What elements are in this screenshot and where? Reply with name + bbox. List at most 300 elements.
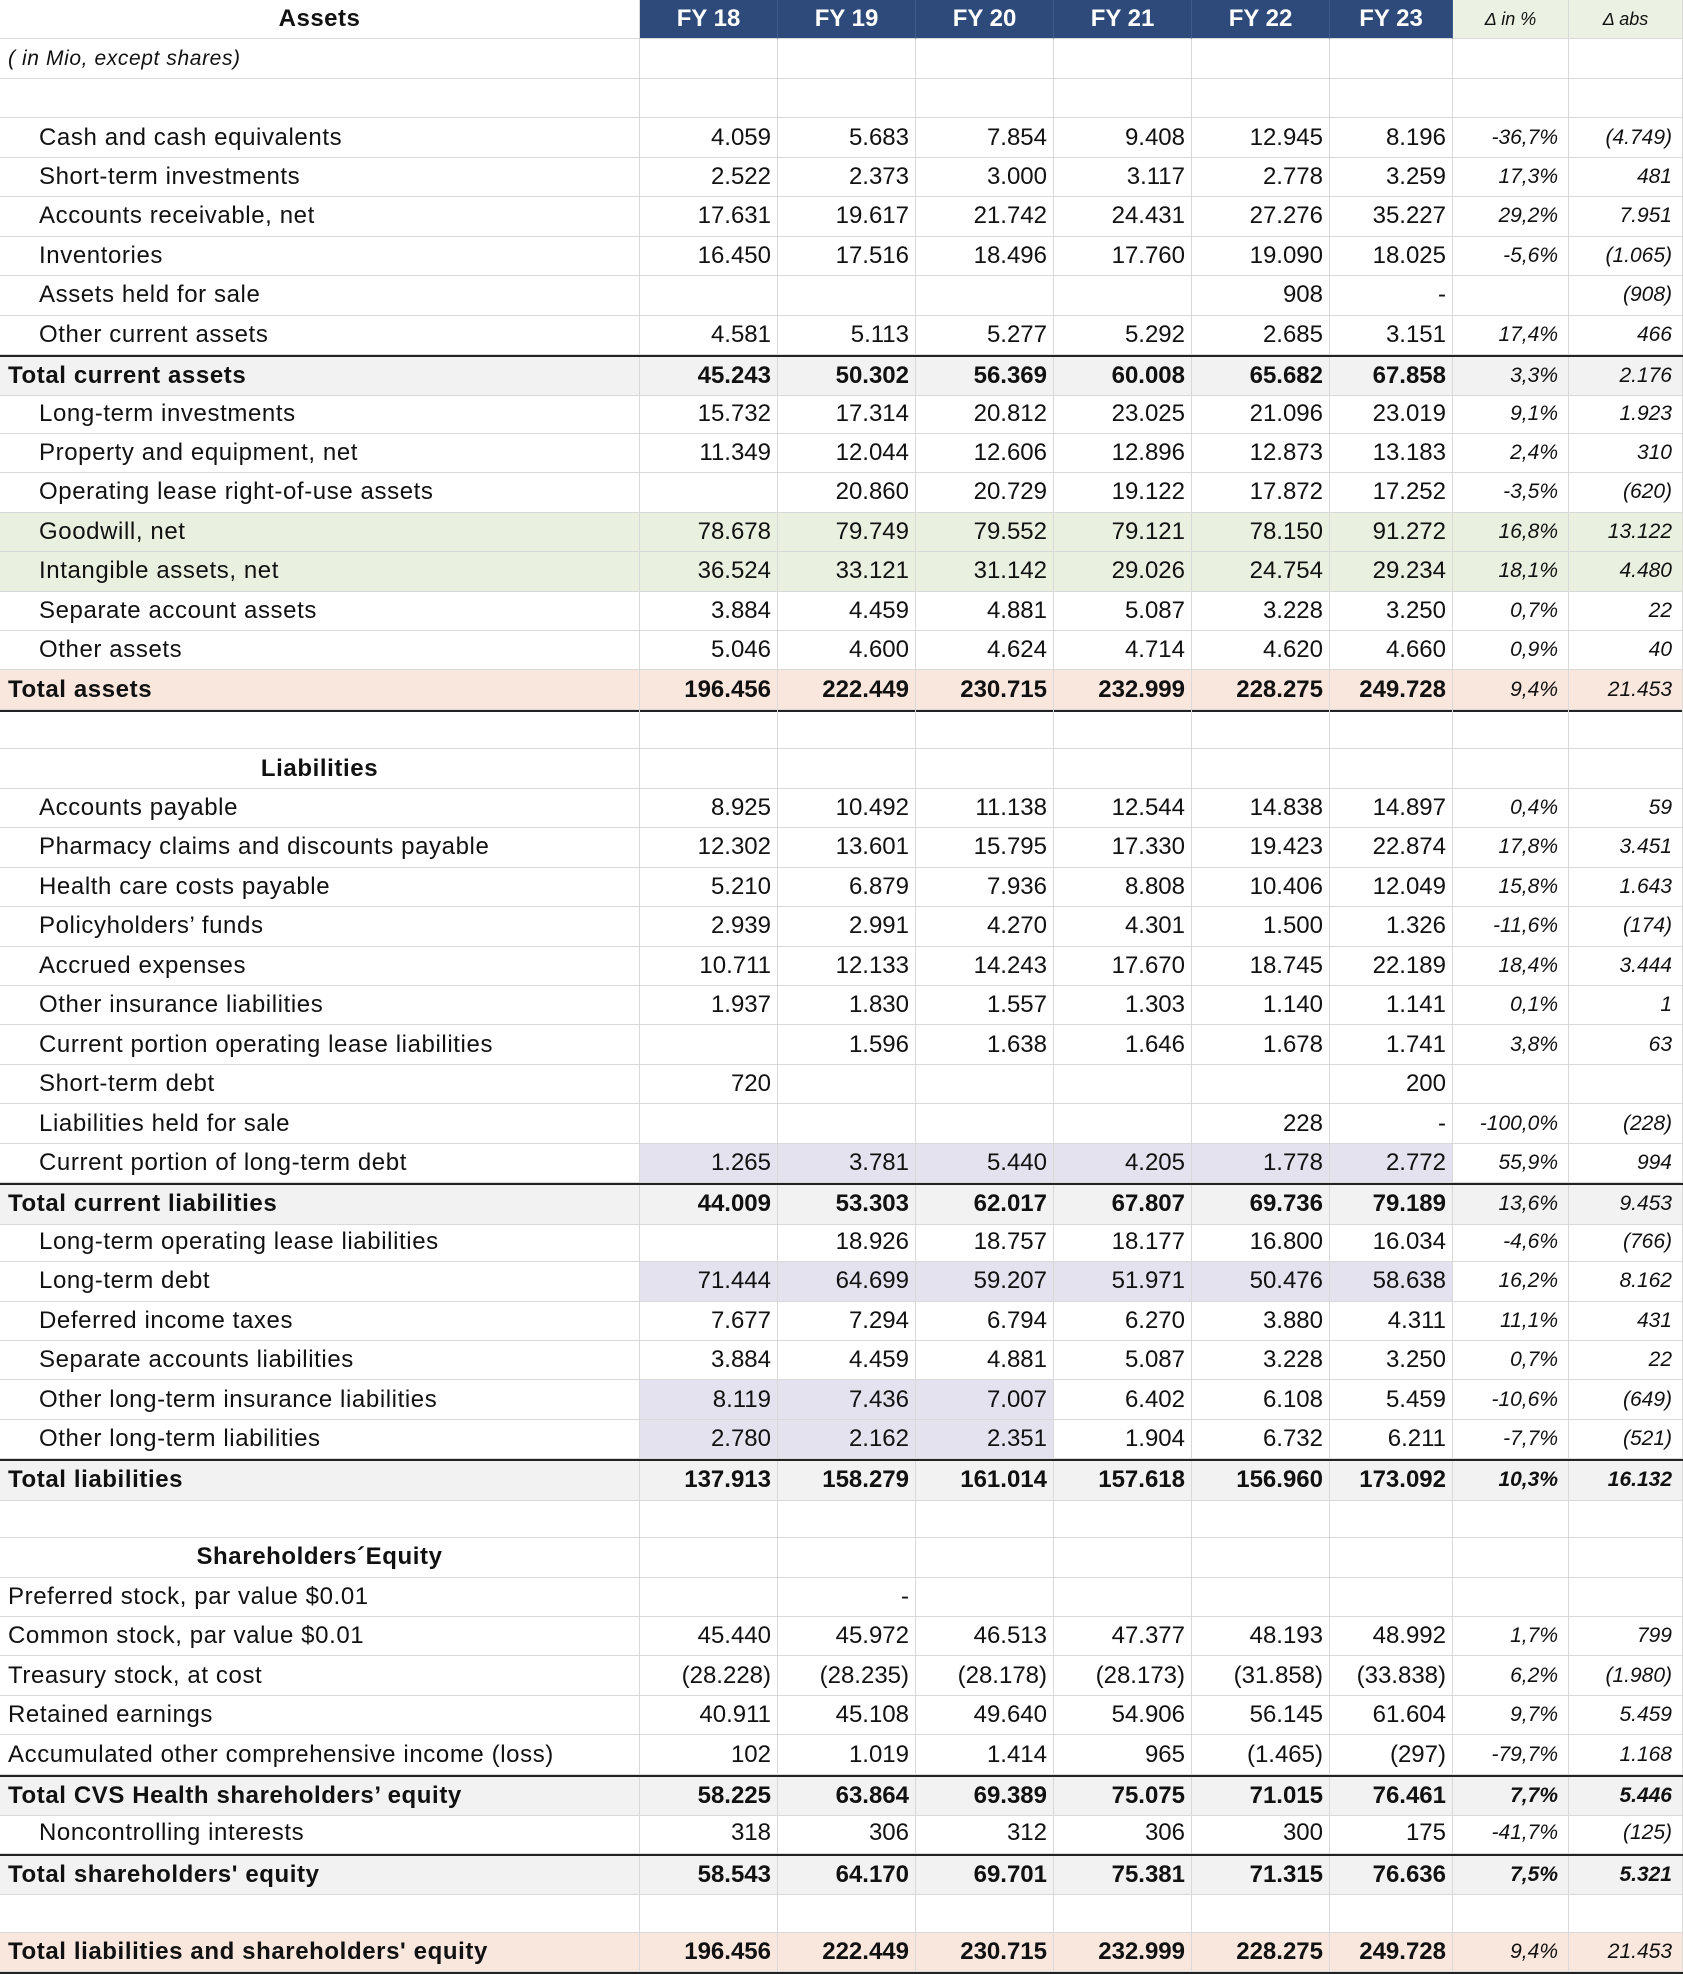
delta-pct-cell[interactable]: -5,6%: [1453, 237, 1569, 276]
value-cell-fy18[interactable]: [640, 1538, 778, 1577]
value-cell-fy18[interactable]: 45.243: [640, 357, 778, 396]
value-cell-fy18[interactable]: 16.450: [640, 237, 778, 276]
delta-abs-cell[interactable]: 466: [1569, 316, 1683, 355]
value-cell-fy22[interactable]: 50.476: [1192, 1262, 1330, 1301]
value-cell-fy20[interactable]: 69.701: [916, 1856, 1054, 1895]
delta-abs-cell[interactable]: 22: [1569, 592, 1683, 631]
value-cell-fy22[interactable]: 1.140: [1192, 986, 1330, 1025]
value-cell-fy21[interactable]: 79.121: [1054, 513, 1192, 552]
header-year-fy23[interactable]: FY 23: [1330, 0, 1453, 39]
value-cell-fy23[interactable]: (33.838): [1330, 1656, 1453, 1695]
value-cell-fy21[interactable]: [1054, 749, 1192, 788]
value-cell-fy19[interactable]: [778, 1538, 916, 1577]
value-cell-fy18[interactable]: 15.732: [640, 394, 778, 433]
row-label[interactable]: Long-term investments: [0, 394, 640, 433]
delta-pct-cell[interactable]: [1453, 1893, 1569, 1932]
value-cell-fy22[interactable]: 71.315: [1192, 1856, 1330, 1895]
value-cell-fy22[interactable]: 3.880: [1192, 1302, 1330, 1341]
row-label[interactable]: Property and equipment, net: [0, 434, 640, 473]
value-cell-fy21[interactable]: 29.026: [1054, 552, 1192, 591]
delta-pct-cell[interactable]: 17,3%: [1453, 158, 1569, 197]
delta-abs-cell[interactable]: 3.451: [1569, 828, 1683, 867]
header-year-fy18[interactable]: FY 18: [640, 0, 778, 39]
value-cell-fy21[interactable]: 17.330: [1054, 828, 1192, 867]
value-cell-fy22[interactable]: 1.678: [1192, 1025, 1330, 1064]
value-cell-fy19[interactable]: 12.133: [778, 947, 916, 986]
delta-abs-cell[interactable]: 7.951: [1569, 197, 1683, 236]
value-cell-fy20[interactable]: 4.881: [916, 592, 1054, 631]
value-cell-fy23[interactable]: 13.183: [1330, 434, 1453, 473]
value-cell-fy20[interactable]: 5.440: [916, 1144, 1054, 1183]
value-cell-fy20[interactable]: 31.142: [916, 552, 1054, 591]
delta-pct-cell[interactable]: 16,2%: [1453, 1262, 1569, 1301]
value-cell-fy21[interactable]: [1054, 1893, 1192, 1932]
row-label[interactable]: [0, 710, 640, 749]
value-cell-fy22[interactable]: [1192, 39, 1330, 78]
value-cell-fy22[interactable]: 1.778: [1192, 1144, 1330, 1183]
delta-abs-cell[interactable]: [1569, 1578, 1683, 1617]
value-cell-fy21[interactable]: 8.808: [1054, 868, 1192, 907]
delta-abs-cell[interactable]: 994: [1569, 1144, 1683, 1183]
delta-pct-cell[interactable]: [1453, 1065, 1569, 1104]
delta-pct-cell[interactable]: [1453, 749, 1569, 788]
delta-abs-cell[interactable]: 63: [1569, 1025, 1683, 1064]
delta-pct-cell[interactable]: [1453, 79, 1569, 118]
value-cell-fy18[interactable]: [640, 1104, 778, 1143]
delta-pct-cell[interactable]: 9,1%: [1453, 394, 1569, 433]
value-cell-fy23[interactable]: 14.897: [1330, 789, 1453, 828]
value-cell-fy21[interactable]: 232.999: [1054, 1933, 1192, 1972]
value-cell-fy20[interactable]: [916, 749, 1054, 788]
value-cell-fy23[interactable]: [1330, 1893, 1453, 1932]
delta-abs-cell[interactable]: 40: [1569, 631, 1683, 670]
row-label[interactable]: Current portion operating lease liabilities: [0, 1025, 640, 1064]
value-cell-fy20[interactable]: 3.000: [916, 158, 1054, 197]
value-cell-fy22[interactable]: 12.945: [1192, 118, 1330, 157]
value-cell-fy22[interactable]: 2.778: [1192, 158, 1330, 197]
value-cell-fy19[interactable]: 306: [778, 1814, 916, 1853]
value-cell-fy20[interactable]: 2.351: [916, 1420, 1054, 1459]
row-label[interactable]: Accrued expenses: [0, 947, 640, 986]
header-year-fy21[interactable]: FY 21: [1054, 0, 1192, 39]
header-delta-pct[interactable]: Δ in %: [1453, 0, 1569, 39]
value-cell-fy23[interactable]: 175: [1330, 1814, 1453, 1853]
value-cell-fy19[interactable]: 64.699: [778, 1262, 916, 1301]
value-cell-fy21[interactable]: 5.087: [1054, 592, 1192, 631]
value-cell-fy20[interactable]: 20.812: [916, 394, 1054, 433]
value-cell-fy21[interactable]: [1054, 1538, 1192, 1577]
row-label[interactable]: Liabilities: [0, 749, 640, 788]
value-cell-fy22[interactable]: 3.228: [1192, 1341, 1330, 1380]
delta-pct-cell[interactable]: 3,3%: [1453, 357, 1569, 396]
value-cell-fy19[interactable]: 2.991: [778, 907, 916, 946]
value-cell-fy18[interactable]: 196.456: [640, 670, 778, 709]
value-cell-fy18[interactable]: 10.711: [640, 947, 778, 986]
delta-abs-cell[interactable]: 59: [1569, 789, 1683, 828]
value-cell-fy19[interactable]: 2.162: [778, 1420, 916, 1459]
row-label[interactable]: Assets held for sale: [0, 276, 640, 315]
value-cell-fy19[interactable]: 222.449: [778, 1933, 916, 1972]
value-cell-fy22[interactable]: 908: [1192, 276, 1330, 315]
value-cell-fy18[interactable]: 7.677: [640, 1302, 778, 1341]
value-cell-fy20[interactable]: 20.729: [916, 473, 1054, 512]
value-cell-fy22[interactable]: 69.736: [1192, 1185, 1330, 1224]
value-cell-fy18[interactable]: 40.911: [640, 1696, 778, 1735]
value-cell-fy22[interactable]: 14.838: [1192, 789, 1330, 828]
value-cell-fy19[interactable]: [778, 1104, 916, 1143]
value-cell-fy20[interactable]: 312: [916, 1814, 1054, 1853]
value-cell-fy23[interactable]: 3.250: [1330, 592, 1453, 631]
value-cell-fy20[interactable]: 7.936: [916, 868, 1054, 907]
delta-pct-cell[interactable]: 18,4%: [1453, 947, 1569, 986]
value-cell-fy20[interactable]: [916, 1538, 1054, 1577]
value-cell-fy23[interactable]: 3.259: [1330, 158, 1453, 197]
value-cell-fy20[interactable]: 12.606: [916, 434, 1054, 473]
delta-pct-cell[interactable]: 16,8%: [1453, 513, 1569, 552]
value-cell-fy19[interactable]: 53.303: [778, 1185, 916, 1224]
row-label[interactable]: Total current liabilities: [0, 1185, 640, 1224]
value-cell-fy23[interactable]: 17.252: [1330, 473, 1453, 512]
delta-pct-cell[interactable]: -79,7%: [1453, 1735, 1569, 1774]
delta-pct-cell[interactable]: 9,4%: [1453, 670, 1569, 709]
value-cell-fy21[interactable]: 17.760: [1054, 237, 1192, 276]
value-cell-fy23[interactable]: 2.772: [1330, 1144, 1453, 1183]
value-cell-fy18[interactable]: 78.678: [640, 513, 778, 552]
delta-pct-cell[interactable]: 10,3%: [1453, 1461, 1569, 1500]
row-label[interactable]: Other assets: [0, 631, 640, 670]
value-cell-fy22[interactable]: [1192, 1499, 1330, 1538]
delta-abs-cell[interactable]: [1569, 1538, 1683, 1577]
row-label[interactable]: [0, 1893, 640, 1932]
delta-abs-cell[interactable]: (4.749): [1569, 118, 1683, 157]
delta-pct-cell[interactable]: 6,2%: [1453, 1656, 1569, 1695]
value-cell-fy21[interactable]: [1054, 1104, 1192, 1143]
value-cell-fy19[interactable]: 1.596: [778, 1025, 916, 1064]
value-cell-fy18[interactable]: 102: [640, 1735, 778, 1774]
value-cell-fy23[interactable]: 29.234: [1330, 552, 1453, 591]
value-cell-fy19[interactable]: 45.972: [778, 1617, 916, 1656]
delta-abs-cell[interactable]: 21.453: [1569, 670, 1683, 709]
delta-abs-cell[interactable]: 9.453: [1569, 1185, 1683, 1224]
value-cell-fy23[interactable]: 23.019: [1330, 394, 1453, 433]
delta-abs-cell[interactable]: 431: [1569, 1302, 1683, 1341]
value-cell-fy21[interactable]: 75.381: [1054, 1856, 1192, 1895]
row-label[interactable]: Retained earnings: [0, 1696, 640, 1735]
value-cell-fy21[interactable]: 4.714: [1054, 631, 1192, 670]
value-cell-fy18[interactable]: 2.522: [640, 158, 778, 197]
value-cell-fy21[interactable]: 4.205: [1054, 1144, 1192, 1183]
value-cell-fy22[interactable]: 17.872: [1192, 473, 1330, 512]
value-cell-fy23[interactable]: 76.461: [1330, 1777, 1453, 1816]
value-cell-fy18[interactable]: 58.543: [640, 1856, 778, 1895]
value-cell-fy20[interactable]: 4.881: [916, 1341, 1054, 1380]
value-cell-fy20[interactable]: 14.243: [916, 947, 1054, 986]
value-cell-fy19[interactable]: [778, 39, 916, 78]
delta-abs-cell[interactable]: 16.132: [1569, 1461, 1683, 1500]
row-label[interactable]: Operating lease right-of-use assets: [0, 473, 640, 512]
value-cell-fy22[interactable]: [1192, 1893, 1330, 1932]
value-cell-fy22[interactable]: 21.096: [1192, 394, 1330, 433]
value-cell-fy21[interactable]: 4.301: [1054, 907, 1192, 946]
value-cell-fy20[interactable]: [916, 1104, 1054, 1143]
value-cell-fy19[interactable]: 5.683: [778, 118, 916, 157]
row-label[interactable]: Short-term debt: [0, 1065, 640, 1104]
value-cell-fy23[interactable]: 18.025: [1330, 237, 1453, 276]
value-cell-fy22[interactable]: 56.145: [1192, 1696, 1330, 1735]
value-cell-fy18[interactable]: 11.349: [640, 434, 778, 473]
value-cell-fy22[interactable]: 16.800: [1192, 1223, 1330, 1262]
value-cell-fy18[interactable]: 137.913: [640, 1461, 778, 1500]
row-label[interactable]: Preferred stock, par value $0.01: [0, 1578, 640, 1617]
value-cell-fy18[interactable]: 12.302: [640, 828, 778, 867]
value-cell-fy18[interactable]: [640, 1499, 778, 1538]
value-cell-fy20[interactable]: 46.513: [916, 1617, 1054, 1656]
value-cell-fy23[interactable]: 12.049: [1330, 868, 1453, 907]
value-cell-fy18[interactable]: 36.524: [640, 552, 778, 591]
delta-pct-cell[interactable]: 9,4%: [1453, 1933, 1569, 1972]
value-cell-fy20[interactable]: 49.640: [916, 1696, 1054, 1735]
value-cell-fy20[interactable]: 21.742: [916, 197, 1054, 236]
row-label[interactable]: Long-term debt: [0, 1262, 640, 1301]
value-cell-fy22[interactable]: 12.873: [1192, 434, 1330, 473]
value-cell-fy19[interactable]: 79.749: [778, 513, 916, 552]
delta-pct-cell[interactable]: 1,7%: [1453, 1617, 1569, 1656]
value-cell-fy23[interactable]: 1.741: [1330, 1025, 1453, 1064]
value-cell-fy23[interactable]: 22.189: [1330, 947, 1453, 986]
value-cell-fy19[interactable]: 4.459: [778, 1341, 916, 1380]
value-cell-fy22[interactable]: 71.015: [1192, 1777, 1330, 1816]
value-cell-fy21[interactable]: 75.075: [1054, 1777, 1192, 1816]
value-cell-fy19[interactable]: 1.019: [778, 1735, 916, 1774]
value-cell-fy20[interactable]: [916, 1578, 1054, 1617]
delta-abs-cell[interactable]: (620): [1569, 473, 1683, 512]
value-cell-fy23[interactable]: 1.141: [1330, 986, 1453, 1025]
value-cell-fy23[interactable]: 6.211: [1330, 1420, 1453, 1459]
value-cell-fy19[interactable]: 1.830: [778, 986, 916, 1025]
value-cell-fy23[interactable]: [1330, 79, 1453, 118]
delta-pct-cell[interactable]: 7,7%: [1453, 1777, 1569, 1816]
row-label[interactable]: Other insurance liabilities: [0, 986, 640, 1025]
value-cell-fy18[interactable]: 17.631: [640, 197, 778, 236]
delta-abs-cell[interactable]: 5.321: [1569, 1856, 1683, 1895]
delta-pct-cell[interactable]: [1453, 710, 1569, 749]
delta-pct-cell[interactable]: 0,7%: [1453, 592, 1569, 631]
value-cell-fy23[interactable]: 3.151: [1330, 316, 1453, 355]
value-cell-fy18[interactable]: 8.925: [640, 789, 778, 828]
value-cell-fy21[interactable]: [1054, 1499, 1192, 1538]
value-cell-fy20[interactable]: [916, 79, 1054, 118]
delta-abs-cell[interactable]: (908): [1569, 276, 1683, 315]
value-cell-fy22[interactable]: 228: [1192, 1104, 1330, 1143]
value-cell-fy19[interactable]: 17.516: [778, 237, 916, 276]
value-cell-fy21[interactable]: 24.431: [1054, 197, 1192, 236]
value-cell-fy20[interactable]: 5.277: [916, 316, 1054, 355]
row-label[interactable]: Other current assets: [0, 316, 640, 355]
row-label[interactable]: Pharmacy claims and discounts payable: [0, 828, 640, 867]
value-cell-fy20[interactable]: 59.207: [916, 1262, 1054, 1301]
value-cell-fy22[interactable]: 300: [1192, 1814, 1330, 1853]
delta-abs-cell[interactable]: 5.459: [1569, 1696, 1683, 1735]
value-cell-fy23[interactable]: [1330, 1578, 1453, 1617]
row-label[interactable]: Cash and cash equivalents: [0, 118, 640, 157]
value-cell-fy23[interactable]: (297): [1330, 1735, 1453, 1774]
value-cell-fy18[interactable]: [640, 1223, 778, 1262]
value-cell-fy20[interactable]: 15.795: [916, 828, 1054, 867]
value-cell-fy20[interactable]: 4.270: [916, 907, 1054, 946]
value-cell-fy22[interactable]: [1192, 710, 1330, 749]
delta-pct-cell[interactable]: 17,8%: [1453, 828, 1569, 867]
value-cell-fy20[interactable]: 1.638: [916, 1025, 1054, 1064]
value-cell-fy18[interactable]: 71.444: [640, 1262, 778, 1301]
value-cell-fy21[interactable]: 6.402: [1054, 1380, 1192, 1419]
value-cell-fy20[interactable]: 18.496: [916, 237, 1054, 276]
value-cell-fy18[interactable]: 45.440: [640, 1617, 778, 1656]
value-cell-fy18[interactable]: 3.884: [640, 592, 778, 631]
value-cell-fy18[interactable]: [640, 39, 778, 78]
delta-abs-cell[interactable]: (649): [1569, 1380, 1683, 1419]
delta-abs-cell[interactable]: 5.446: [1569, 1777, 1683, 1816]
value-cell-fy19[interactable]: 158.279: [778, 1461, 916, 1500]
value-cell-fy22[interactable]: 228.275: [1192, 1933, 1330, 1972]
delta-pct-cell[interactable]: [1453, 39, 1569, 78]
value-cell-fy18[interactable]: [640, 1893, 778, 1932]
value-cell-fy20[interactable]: [916, 39, 1054, 78]
row-label[interactable]: Short-term investments: [0, 158, 640, 197]
delta-abs-cell[interactable]: 4.480: [1569, 552, 1683, 591]
value-cell-fy23[interactable]: -: [1330, 1104, 1453, 1143]
value-cell-fy19[interactable]: 7.436: [778, 1380, 916, 1419]
value-cell-fy21[interactable]: 18.177: [1054, 1223, 1192, 1262]
value-cell-fy23[interactable]: [1330, 749, 1453, 788]
value-cell-fy19[interactable]: -: [778, 1578, 916, 1617]
row-label[interactable]: Other long-term insurance liabilities: [0, 1380, 640, 1419]
value-cell-fy19[interactable]: 5.113: [778, 316, 916, 355]
value-cell-fy22[interactable]: (31.858): [1192, 1656, 1330, 1695]
value-cell-fy21[interactable]: [1054, 1578, 1192, 1617]
delta-pct-cell[interactable]: -4,6%: [1453, 1223, 1569, 1262]
value-cell-fy19[interactable]: [778, 1499, 916, 1538]
value-cell-fy20[interactable]: 230.715: [916, 670, 1054, 709]
delta-abs-cell[interactable]: 1.643: [1569, 868, 1683, 907]
value-cell-fy23[interactable]: 1.326: [1330, 907, 1453, 946]
value-cell-fy21[interactable]: 1.904: [1054, 1420, 1192, 1459]
delta-abs-cell[interactable]: (521): [1569, 1420, 1683, 1459]
value-cell-fy20[interactable]: 62.017: [916, 1185, 1054, 1224]
delta-abs-cell[interactable]: 310: [1569, 434, 1683, 473]
row-label[interactable]: Current portion of long-term debt: [0, 1144, 640, 1183]
value-cell-fy19[interactable]: [778, 276, 916, 315]
value-cell-fy19[interactable]: 33.121: [778, 552, 916, 591]
value-cell-fy18[interactable]: [640, 79, 778, 118]
value-cell-fy22[interactable]: [1192, 749, 1330, 788]
value-cell-fy23[interactable]: 249.728: [1330, 1933, 1453, 1972]
value-cell-fy20[interactable]: [916, 276, 1054, 315]
value-cell-fy22[interactable]: [1192, 1578, 1330, 1617]
header-year-fy19[interactable]: FY 19: [778, 0, 916, 39]
value-cell-fy22[interactable]: [1192, 1065, 1330, 1104]
value-cell-fy18[interactable]: 5.210: [640, 868, 778, 907]
row-label[interactable]: Accounts receivable, net: [0, 197, 640, 236]
value-cell-fy22[interactable]: 19.090: [1192, 237, 1330, 276]
value-cell-fy23[interactable]: 79.189: [1330, 1185, 1453, 1224]
delta-abs-cell[interactable]: 799: [1569, 1617, 1683, 1656]
delta-pct-cell[interactable]: 3,8%: [1453, 1025, 1569, 1064]
value-cell-fy18[interactable]: 1.937: [640, 986, 778, 1025]
value-cell-fy20[interactable]: [916, 1499, 1054, 1538]
row-label[interactable]: Total current assets: [0, 357, 640, 396]
delta-abs-cell[interactable]: 13.122: [1569, 513, 1683, 552]
value-cell-fy19[interactable]: 222.449: [778, 670, 916, 709]
value-cell-fy22[interactable]: 6.108: [1192, 1380, 1330, 1419]
value-cell-fy20[interactable]: [916, 710, 1054, 749]
value-cell-fy22[interactable]: 19.423: [1192, 828, 1330, 867]
delta-abs-cell[interactable]: 3.444: [1569, 947, 1683, 986]
value-cell-fy22[interactable]: 27.276: [1192, 197, 1330, 236]
value-cell-fy23[interactable]: 173.092: [1330, 1461, 1453, 1500]
value-cell-fy20[interactable]: 1.557: [916, 986, 1054, 1025]
value-cell-fy21[interactable]: 232.999: [1054, 670, 1192, 709]
delta-abs-cell[interactable]: 2.176: [1569, 357, 1683, 396]
row-label[interactable]: Total CVS Health shareholders’ equity: [0, 1777, 640, 1816]
value-cell-fy21[interactable]: 12.896: [1054, 434, 1192, 473]
value-cell-fy23[interactable]: [1330, 39, 1453, 78]
value-cell-fy19[interactable]: 3.781: [778, 1144, 916, 1183]
delta-pct-cell[interactable]: 2,4%: [1453, 434, 1569, 473]
value-cell-fy22[interactable]: [1192, 1538, 1330, 1577]
value-cell-fy19[interactable]: 20.860: [778, 473, 916, 512]
value-cell-fy19[interactable]: (28.235): [778, 1656, 916, 1695]
value-cell-fy20[interactable]: 1.414: [916, 1735, 1054, 1774]
value-cell-fy19[interactable]: [778, 710, 916, 749]
delta-pct-cell[interactable]: -36,7%: [1453, 118, 1569, 157]
delta-abs-cell[interactable]: [1569, 1065, 1683, 1104]
header-delta-abs[interactable]: Δ abs: [1569, 0, 1683, 39]
value-cell-fy19[interactable]: 4.459: [778, 592, 916, 631]
value-cell-fy21[interactable]: 67.807: [1054, 1185, 1192, 1224]
value-cell-fy19[interactable]: 4.600: [778, 631, 916, 670]
value-cell-fy21[interactable]: 23.025: [1054, 394, 1192, 433]
value-cell-fy21[interactable]: 5.292: [1054, 316, 1192, 355]
value-cell-fy18[interactable]: 4.581: [640, 316, 778, 355]
value-cell-fy21[interactable]: 5.087: [1054, 1341, 1192, 1380]
row-label[interactable]: Separate account assets: [0, 592, 640, 631]
value-cell-fy19[interactable]: 13.601: [778, 828, 916, 867]
value-cell-fy23[interactable]: 16.034: [1330, 1223, 1453, 1262]
delta-abs-cell[interactable]: (228): [1569, 1104, 1683, 1143]
delta-pct-cell[interactable]: 7,5%: [1453, 1856, 1569, 1895]
delta-abs-cell[interactable]: 22: [1569, 1341, 1683, 1380]
value-cell-fy18[interactable]: [640, 749, 778, 788]
delta-abs-cell[interactable]: [1569, 710, 1683, 749]
value-cell-fy23[interactable]: 58.638: [1330, 1262, 1453, 1301]
value-cell-fy21[interactable]: (28.173): [1054, 1656, 1192, 1695]
value-cell-fy19[interactable]: 6.879: [778, 868, 916, 907]
value-cell-fy18[interactable]: 8.119: [640, 1380, 778, 1419]
delta-pct-cell[interactable]: 0,1%: [1453, 986, 1569, 1025]
row-label[interactable]: Other long-term liabilities: [0, 1420, 640, 1459]
value-cell-fy23[interactable]: 4.311: [1330, 1302, 1453, 1341]
value-cell-fy21[interactable]: 54.906: [1054, 1696, 1192, 1735]
delta-pct-cell[interactable]: 15,8%: [1453, 868, 1569, 907]
value-cell-fy23[interactable]: 200: [1330, 1065, 1453, 1104]
row-label[interactable]: Treasury stock, at cost: [0, 1656, 640, 1695]
value-cell-fy18[interactable]: [640, 473, 778, 512]
value-cell-fy21[interactable]: 12.544: [1054, 789, 1192, 828]
value-cell-fy19[interactable]: 19.617: [778, 197, 916, 236]
value-cell-fy21[interactable]: 1.303: [1054, 986, 1192, 1025]
value-cell-fy23[interactable]: 5.459: [1330, 1380, 1453, 1419]
row-label[interactable]: Inventories: [0, 237, 640, 276]
